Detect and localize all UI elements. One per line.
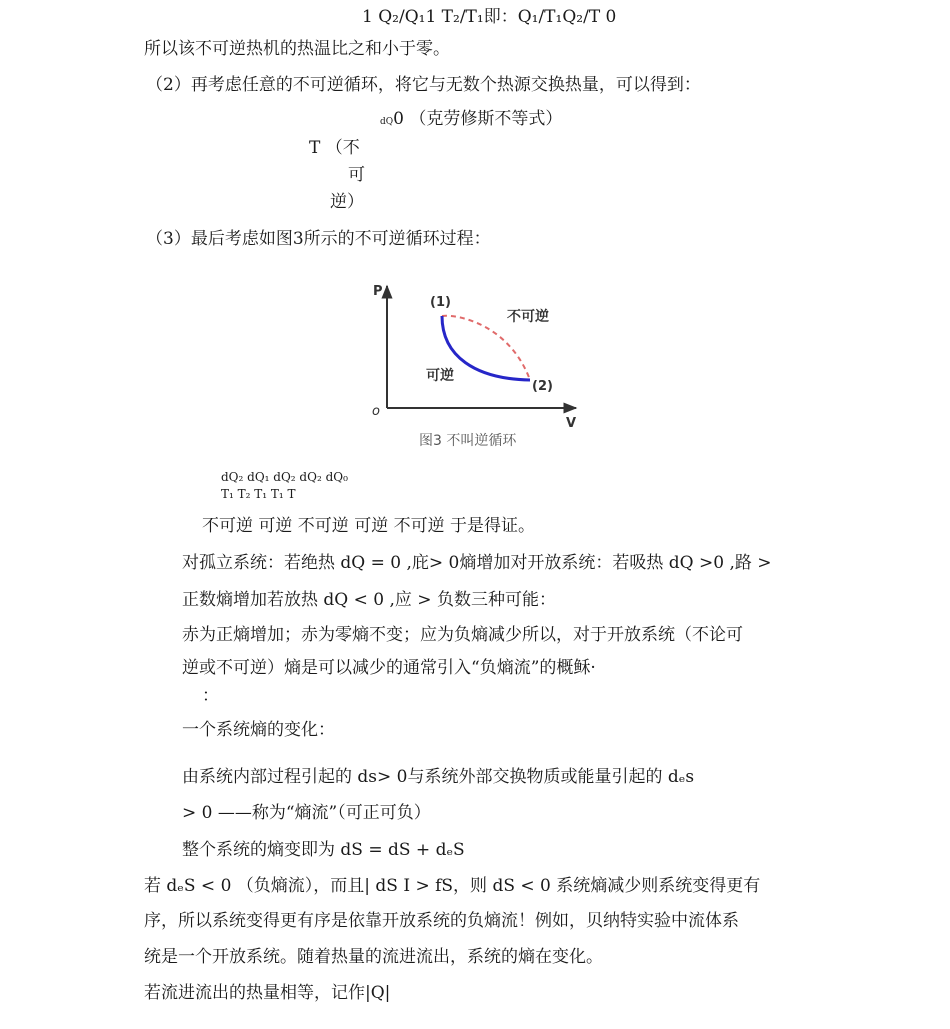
reversible-path [442,316,530,380]
paragraph-line: 所以该不可逆热机的热温比之和小于零。 [144,39,450,59]
paragraph-line: 一个系统熵的变化： [182,720,335,740]
figure-caption: 图3 不叫逆循环 [419,433,517,449]
paragraph-line: 整个系统的熵变即为 dS = dS + dₑS [182,840,465,860]
paragraph-line: 赤为正熵增加；赤为零熵不变；应为负熵减少所以，对于开放系统（不论可 [182,625,743,645]
dq-symbol: dQ [380,117,394,127]
reversible-label: 可逆 [426,368,454,384]
irreversible-path [442,316,530,380]
clausius-inequality-text: 0 （克劳修斯不等式） [393,109,563,129]
paragraph-line: 可 [348,165,365,185]
irreversible-label: 不可逆 [507,309,549,325]
paragraph-line: 若 dₑS < 0 （负熵流），而且| dS I > fS，则 dS < 0 系统熵减少则系统变得更有 [144,876,761,896]
state-1-label: (1) [430,295,451,310]
fraction-denominator: T （不 [309,138,360,158]
paragraph-line: 统是一个开放系统。随着热量的流进流出，系统的熵在变化。 [144,947,603,967]
paragraph-line: 不可逆 可逆 不可逆 可逆 不可逆 于是得证。 [202,516,536,536]
equation-line: 1 Q₂/Q₁1 T₂/T₁即：Q₁/T₁Q₂/T 0 [362,7,617,27]
paragraph-line: （2）再考虑任意的不可逆循环，将它与无数个热源交换热量，可以得到： [146,75,701,95]
paragraph-line: ： [202,686,219,706]
v-axis-label: V [566,416,577,431]
paragraph-line: > 0 ——称为“熵流”（可正可负） [182,803,431,823]
fraction-numerators: dQ₂ dQ₁ dQ₂ dQ₂ dQ₀ [221,470,348,484]
paragraph-line: 对孤立系统：若绝热 dQ = 0 ,庇> 0熵增加对开放系统：若吸热 dQ >0 ,路 > [182,553,772,573]
paragraph-line: 逆或不可逆）熵是可以减少的通常引入“负熵流”的概稣· [182,658,596,678]
paragraph-line: 正数熵增加若放热 dQ < 0 ,应 > 负数三种可能： [182,590,556,610]
fraction-denominators: T₁ T₂ T₁ T₁ T [221,487,296,501]
clausius-inequality [380,108,562,133]
paragraph-line: 序，所以系统变得更有序是依靠开放系统的负熵流！例如，贝纳特实验中流体系 [144,911,739,931]
paragraph-line: 逆） [330,192,364,212]
state-2-label: (2) [532,379,553,394]
paragraph-line: 若流进流出的热量相等，记作|Q| [144,983,391,1003]
origin-label: o [372,404,380,419]
paragraph-line: （3）最后考虑如图3所示的不可逆循环过程： [146,229,491,249]
pv-diagram-figure [360,276,590,436]
p-axis-label: P [373,284,383,299]
paragraph-line: 由系统内部过程引起的 ds> 0与系统外部交换物质或能量引起的 dₑs [182,767,695,787]
